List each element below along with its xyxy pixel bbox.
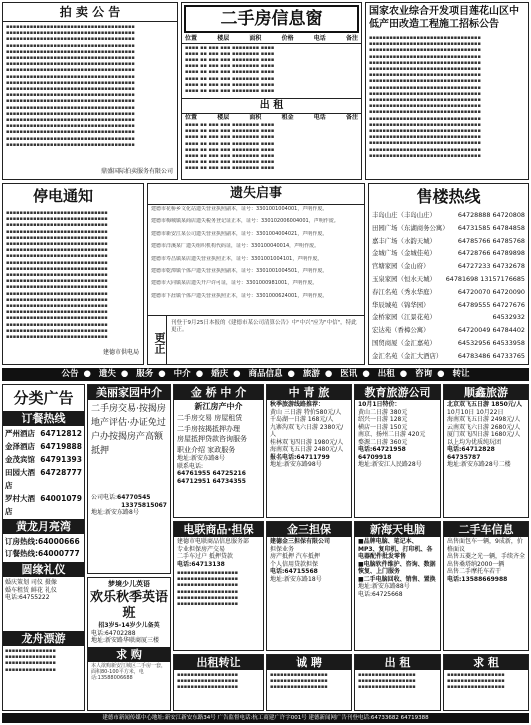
zhongqing-line: 报名电话:64711799 (270, 453, 330, 461)
xinhai-line: 电话:64725668 (358, 590, 403, 598)
lost-item: 建德市洋溪某厂遗失组织机构代码证，证号：330100040014，声明作废。 (151, 243, 320, 250)
ershouche-line: 出售五菱之光一辆，手续齐全 (447, 553, 526, 560)
order-item: 罗村大酒店 64001079 (5, 494, 82, 516)
rent-col-note: 备注 (345, 113, 358, 121)
shunxi-line: 电话:64712828 64735787 (447, 446, 495, 461)
wedding-line: 婚车租赁 鲜花 礼仪 (5, 586, 57, 594)
chuzu3-panel: 出 租 ▪▪▪▪▪▪▪▪▪▪▪▪▪▪▪▪▪ ▪▪▪▪▪▪▪▪▪▪▪▪▪▪▪▪▪ ▪▪▪▪▪▪▪▪▪▪▪▪▪▪▪▪▪ (354, 654, 441, 711)
sale-item: 金城广场（金城佳苑） 64728766 64789898 (372, 249, 525, 258)
shunxi-line: 地址:新安东路28号二楼 (447, 461, 511, 468)
zhongqing-line: 黄山 三日游 特价580元/人 (270, 408, 342, 416)
jinsan-line: 担保业务 (270, 545, 295, 553)
tender-body: ▪▪▪▪▪▪▪▪▪▪▪▪▪▪▪▪▪▪▪▪▪▪▪▪▪▪▪▪▪▪▪▪▪ ▪▪▪▪▪▪▪▪▪▪▪▪▪▪▪▪▪▪▪▪▪▪▪▪▪▪▪▪▪▪▪▪▪ ▪▪▪▪▪▪▪▪▪▪▪▪▪▪▪▪▪▪▪▪▪▪▪▪▪▪▪▪▪▪▪▪▪ ▪▪▪▪▪▪▪▪▪▪▪▪▪▪▪▪▪▪▪▪▪▪▪▪▪▪▪▪▪▪▪▪▪ ▪▪▪▪▪▪▪▪▪▪▪▪▪▪▪▪▪▪▪▪▪▪▪▪▪▪▪▪▪▪▪▪▪ ▪▪▪▪▪▪▪▪▪▪▪▪▪▪▪▪▪▪▪▪▪▪▪▪▪▪▪▪▪▪▪▪▪ ▪▪▪▪▪▪▪▪▪▪▪▪▪▪▪▪▪▪▪▪▪▪▪▪▪▪▪▪▪▪▪▪▪ ▪▪▪▪▪▪▪▪▪▪▪▪▪▪▪▪▪▪▪▪▪▪▪▪▪▪▪▪▪▪▪▪▪ ▪▪▪▪▪▪▪▪▪▪▪▪▪▪▪▪▪▪▪▪▪▪▪▪▪▪▪▪▪▪▪▪▪ ▪▪▪▪▪▪▪▪▪▪▪▪▪▪▪▪▪▪▪▪▪▪▪▪▪▪▪▪▪▪▪▪▪ ▪▪▪▪▪▪▪▪▪▪▪▪▪▪▪▪▪▪▪▪▪▪▪▪▪▪▪▪▪▪▪▪▪ ▪▪▪▪▪▪▪▪▪▪▪▪▪▪▪▪▪▪▪▪▪▪▪▪▪▪▪▪▪▪▪▪▪ ▪▪▪▪▪▪▪▪▪▪▪▪▪▪▪▪▪▪▪▪▪▪▪▪▪▪▪▪▪▪▪▪▪ ▪▪▪▪▪▪▪▪▪▪▪▪▪▪▪▪▪▪▪▪▪▪▪▪▪▪▪▪▪▪▪▪▪ ▪▪▪▪▪▪▪▪▪▪▪▪▪▪▪▪▪▪▪▪▪▪▪▪▪▪▪▪▪▪▪▪▪ ▪▪▪▪▪▪▪▪▪▪▪▪▪▪▪▪▪▪▪▪▪▪▪▪▪▪▪▪▪▪▪▪▪ ▪▪▪▪▪▪▪▪▪▪▪▪▪▪▪▪▪▪▪▪▪▪▪▪▪▪▪▪▪▪▪▪▪ ▪▪▪▪▪▪▪▪▪▪▪▪▪▪▪▪▪▪▪▪▪▪▪▪▪▪▪▪▪▪▪▪▪ ▪▪▪▪▪▪▪▪▪▪▪▪▪▪▪▪▪▪▪▪▪▪▪▪▪▪▪▪▪▪▪▪▪ ▪▪▪▪▪▪▪▪▪▪▪▪▪▪▪▪▪▪▪▪▪▪▪▪▪▪▪▪▪▪▪▪▪ (369, 35, 481, 159)
category-item: 服务 (136, 369, 154, 379)
english-panel (87, 577, 171, 711)
sale-list (369, 208, 528, 365)
jiaoyu-panel (354, 384, 441, 518)
sale-item: 嘉丰广场（水韵天城） 64785766 64785768 (372, 236, 525, 245)
lost-item: 建德市大同镇某店遗失开户许可证，证号：3301000981001，声明作废。 (151, 280, 318, 287)
jinsan-head: 金三担保 (267, 522, 351, 537)
power-notice (2, 183, 144, 365)
chuzu3-head: 出 租 (355, 655, 440, 670)
lost-item: 建德市下涯镇个体户遗失营业执照正本，证号：3301000624001，声明作废。 (151, 292, 328, 299)
rent-list: ▪▪▪▪ ▪▪ ▪▪▪ ▪▪▪ ▪▪▪▪▪▪▪▪ ▪▪▪▪ ▪▪▪▪ ▪▪ ▪▪▪ ▪▪▪ ▪▪▪▪▪▪▪▪ ▪▪▪▪ ▪▪▪▪ ▪▪ ▪▪▪ ▪▪▪ ▪▪▪▪▪▪▪▪ ▪▪▪▪ ▪▪▪▪ ▪▪ ▪▪▪ ▪▪▪ ▪▪▪▪▪▪▪▪ ▪▪▪▪ ▪▪▪▪ ▪▪ ▪▪▪ ▪▪▪ ▪▪▪▪▪▪▪▪ ▪▪▪▪ ▪▪▪▪ ▪▪ ▪▪▪ ▪▪▪ ▪▪▪▪▪▪▪▪ ▪▪▪▪ ▪▪▪▪ ▪▪ ▪▪▪ ▪▪▪ ▪▪▪▪▪▪▪▪ ▪▪▪▪ ▪▪▪▪ ▪▪ ▪▪▪ ▪▪▪ ▪▪▪▪▪▪▪▪ ▪▪▪▪ (185, 122, 275, 172)
col-phone: 电话 (313, 35, 326, 42)
qiuzu-head: 求 租 (444, 655, 528, 670)
jinbang-contact: 64761955 64725216 (177, 470, 246, 477)
sale-item: 官塘家园（金山府） 64727233 64732678 (372, 262, 525, 271)
lost-item: 建德市梅城镇某商店遗失税务登记证正本，证号：330102006004001，声明作废。 (151, 218, 339, 225)
sale-item: 田园广场（东湖商务公寓） 64731585 64784858 (372, 223, 525, 232)
jinbang-contact: 联系电话: (177, 462, 204, 470)
jiaoyu-head: 教育旅游公司 (355, 385, 440, 400)
jiaoyu-line: 10月1日特价： (358, 401, 401, 408)
correction-label: 更正 (148, 316, 167, 364)
power-title: 停电通知 (33, 187, 94, 205)
driver-line: 专业担保房产交易 (177, 545, 226, 553)
meijia-phone-label: 公司电话: (91, 494, 118, 501)
category-item: 遗失 (98, 369, 116, 379)
jiaoyu-line: 绍兴一日游 128元 (358, 416, 408, 423)
category-item: 中介 (173, 369, 191, 379)
correction-text: 刊登于9月25日本报的《建德市某公司清算公告》中"中兴"应为"中信"，特此更正。 (171, 320, 357, 333)
sale-hotline (368, 183, 529, 365)
col-location: 位置 (185, 35, 198, 42)
jinbang-head: 金 桥 中 介 (174, 385, 263, 400)
rent-col-area: 面积 (249, 113, 262, 121)
jiaoyu-line: 黄山二日游 380元 (358, 408, 408, 416)
house-info-panel (181, 2, 362, 180)
jinsan-panel (266, 521, 352, 651)
page-footer: 建德市新闻传媒中心地址:新安江新安东路34号 广告监督电话:杭工商建广许字001号 建德新闻网广告刊登电话:64733682 64719388 (2, 713, 529, 723)
rent-col-location: 位置 (185, 113, 198, 121)
sale-item: 金桥家园（江景花苑） 64532932 (372, 313, 525, 322)
ershouche-line: 出售面包车一辆，9成新，价格面议 (447, 538, 523, 553)
english-line: 地址:新安路华联商厦三楼 (91, 637, 160, 644)
rent-header (182, 114, 361, 122)
power-footer: 建德市供电局 (102, 349, 139, 356)
sale-item: 华辰城苑（锦华园） 64789555 64727676 (372, 300, 525, 309)
driver-line: 电话:64713138 (177, 560, 225, 568)
ershouche-head: 二手车信息 (444, 522, 528, 537)
zhongqing-head: 中 青 旅 (267, 385, 351, 400)
sale-item: 春江名苑（秀水华庭） 64720070 64720090 (372, 287, 525, 296)
zhongqing-line: 千岛湖一日游 168元/人 (270, 416, 334, 423)
ershouche-line: 电话:13588669988 (447, 575, 508, 583)
jinsan-line: 房产抵押 汽车抵押 (270, 553, 320, 560)
shunxi-line: 10月10日 10月22日 (447, 408, 504, 416)
auction-body: ▪▪▪▪▪▪▪▪▪▪▪▪▪▪▪▪▪▪▪▪▪▪▪▪▪▪▪▪▪▪▪▪▪▪▪▪▪▪ ▪▪▪▪▪▪▪▪▪▪▪▪▪▪▪▪▪▪▪▪▪▪▪▪▪▪▪▪▪▪▪▪▪▪▪▪▪▪ ▪▪▪▪▪▪▪▪▪▪▪▪▪▪▪▪▪▪▪▪▪▪▪▪▪▪▪▪▪▪▪▪▪▪▪▪▪▪ ▪▪▪▪▪▪▪▪▪▪▪▪▪▪▪▪▪▪▪▪▪▪▪▪▪▪▪▪▪▪▪▪▪▪▪▪▪▪ ▪▪▪▪▪▪▪▪▪▪▪▪▪▪▪▪▪▪▪▪▪▪▪▪▪▪▪▪▪▪▪▪▪▪▪▪▪▪ ▪▪▪▪▪▪▪▪▪▪▪▪▪▪▪▪▪▪▪▪▪▪▪▪▪▪▪▪▪▪▪▪▪▪▪▪▪▪ ▪▪▪▪▪▪▪▪▪▪▪▪▪▪▪▪▪▪▪▪▪▪▪▪▪▪▪▪▪▪▪▪▪▪▪▪▪▪ ▪▪▪▪▪▪▪▪▪▪▪▪▪▪▪▪▪▪▪▪▪▪▪▪▪▪▪▪▪▪▪▪▪▪▪▪▪▪ ▪▪▪▪▪▪▪▪▪▪▪▪▪▪▪▪▪▪▪▪▪▪▪▪▪▪▪▪▪▪▪▪▪▪▪▪▪▪ ▪▪▪▪▪▪▪▪▪▪▪▪▪▪▪▪▪▪▪▪▪▪▪▪▪▪▪▪▪▪▪▪▪▪▪▪▪▪ ▪▪▪▪▪▪▪▪▪▪▪▪▪▪▪▪▪▪▪▪▪▪▪▪▪▪▪▪▪▪▪▪▪▪▪▪▪▪ ▪▪▪▪▪▪▪▪▪▪▪▪▪▪▪▪▪▪▪▪▪▪▪▪▪▪▪▪▪▪▪▪▪▪▪▪▪▪ ▪▪▪▪▪▪▪▪▪▪▪▪▪▪▪▪▪▪▪▪▪▪▪▪▪▪▪▪▪▪▪▪▪▪▪▪▪▪ ▪▪▪▪▪▪▪▪▪▪▪▪▪▪▪▪▪▪▪▪▪▪▪▪▪▪▪▪▪▪▪▪▪▪▪▪▪▪ ▪▪▪▪▪▪▪▪▪▪▪▪▪▪▪▪▪▪▪▪▪▪▪▪▪▪▪▪▪▪▪▪▪▪▪▪▪▪ ▪▪▪▪▪▪▪▪▪▪▪▪▪▪▪▪▪▪▪▪▪▪▪▪▪▪▪▪▪▪▪▪▪▪▪▪▪▪ ▪▪▪▪▪▪▪▪▪▪▪▪▪▪▪▪▪▪▪▪▪▪▪▪▪▪▪▪▪▪▪▪▪▪▪▪▪▪ ▪▪▪▪▪▪▪▪▪▪▪▪▪▪▪▪▪▪▪▪▪▪▪▪▪▪▪▪▪▪▪▪▪▪▪▪▪▪ ▪▪▪▪▪▪▪▪▪▪▪▪▪▪▪▪▪▪▪▪▪▪▪▪▪▪▪▪▪▪▪▪▪▪▪▪▪▪ ▪▪▪▪▪▪▪▪▪▪▪▪▪▪▪▪▪▪▪▪▪▪▪▪▪▪▪▪▪▪▪▪▪▪▪▪▪▪ (6, 24, 135, 148)
xinhai-line: ■电脑软件维护、咨询、数据恢复、上门服务 (358, 560, 436, 575)
lost-item: 建德市寿昌镇某店遗失营业执照正本，证号：3301001004101，声明作废。 (151, 255, 323, 262)
xinhai-line: 地址:新安东路88号 (358, 583, 410, 590)
zhongqing-panel (266, 384, 352, 518)
zhongqing-line: 九寨沟双飞六日游 2380元/人 (270, 423, 344, 438)
shunxi-line: 北京双飞五日游 1850元/人 (447, 401, 522, 408)
shunxi-line: 以上均为优质纯玩团 (447, 438, 502, 446)
driver-head: 电联商品·担保 (174, 522, 263, 537)
meijia-mobile: 13375815067 (121, 501, 167, 509)
meijia-phone: 64770545 (117, 494, 151, 501)
ershouche-line: 出售桑塔纳2000一辆 (447, 560, 505, 568)
driver-line: 建德市电联商品信息服务部 (177, 538, 250, 545)
order-item: 田园大酒店 64728777 (5, 468, 82, 490)
meijia-panel (87, 384, 171, 574)
category-item: 公告 (61, 369, 79, 379)
order-list (3, 426, 84, 519)
shunxi-line: 海南双飞五日游 2498元/人 (447, 416, 521, 423)
tender-title: 国家农业综合开发项目莲花山区中低产田改造工程施工招标公告 (369, 6, 519, 30)
auction-notice (2, 2, 178, 180)
wedding-line: 婚庆策划 司仪 摄像 (5, 579, 57, 586)
sale-item: 丰岛山庄（丰岛山庄） 64728888 64720808 (372, 211, 525, 219)
category-strip: 公告 ● 遗失 ● 服务 ● 中介 ● 婚庆 ● 商品信息 ● 旅游 ● 医讯 ● 出租 ● 咨询 ● 转让 (2, 368, 529, 381)
buy-title: 求 购 (88, 647, 170, 662)
shunxi-head: 顺鑫旅游 (444, 385, 528, 400)
order-item: 金茂宾馆 64791393 (5, 455, 82, 464)
wedding-title: 圆缘礼仪 (3, 562, 84, 577)
category-item: 出租 (377, 369, 395, 379)
sale-item: 玉泉家园（恒水天城） 64781698 13157176685 (372, 274, 525, 283)
category-item: 商品信息 (248, 369, 283, 379)
buy-text: 本人欲购新安江城区二手房一套，面积80-100平方米，电话:13588006688 (91, 662, 167, 681)
driver-panel: 电联商品·担保 建德市电联商品信息服务部 专业担保房产交易 二手车过户 抵押贷款 电话:64713138 ▪▪▪▪▪▪▪▪▪▪▪▪▪▪▪▪▪▪ ▪▪▪▪▪▪▪▪▪▪▪▪▪▪▪▪▪▪ ▪▪▪▪▪▪▪▪▪▪▪▪▪▪▪▪▪▪ ▪▪▪▪▪▪▪▪▪▪▪▪▪▪▪▪▪▪ ▪▪▪▪▪▪▪▪▪▪▪▪▪▪▪▪▪▪ ▪▪▪▪▪▪▪▪▪▪▪▪▪▪▪▪▪▪ (173, 521, 264, 651)
category-item: 婚庆 (211, 369, 229, 379)
jiaoyu-line: 横店一日游 150元 (358, 423, 408, 431)
english-subtitle: 招3岁5-14岁少儿备英 (98, 622, 160, 629)
lost-item: 建德市花桥乡文化站遗失营业执照副本，证号：3301001004001，声明作废。 (151, 206, 328, 212)
order-item: 严州酒店 64712812 (5, 429, 82, 438)
jinsan-line: 电话:64715568 (270, 568, 318, 575)
huanglong-line: 订房热线:64000666 (5, 537, 80, 546)
wedding-line: 电话:64755222 (5, 594, 50, 601)
jinbang-line: 房屋抵押贷款咨询服务 (177, 435, 247, 443)
chuzu2-panel: 出租转让 ▪▪▪▪▪▪▪▪▪▪▪▪▪▪▪▪▪▪ ▪▪▪▪▪▪▪▪▪▪▪▪▪▪▪▪▪▪ ▪▪▪▪▪▪▪▪▪▪▪▪▪▪▪▪▪▪ (173, 654, 264, 711)
shunxi-line: 云南双飞六日游 2680元/人 (447, 423, 521, 431)
power-body: ▪▪▪▪▪▪▪▪▪▪▪▪▪▪▪▪▪▪▪▪▪▪▪▪▪▪▪▪▪▪ ▪▪▪▪▪▪▪▪▪▪▪▪▪▪▪▪▪▪▪▪▪▪▪▪▪▪▪▪▪▪ ▪▪▪▪▪▪▪▪▪▪▪▪▪▪▪▪▪▪▪▪▪▪▪▪▪▪▪▪▪▪ ▪▪▪▪▪▪▪▪▪▪▪▪▪▪▪▪▪▪▪▪▪▪▪▪▪▪▪▪▪▪ ▪▪▪▪▪▪▪▪▪▪▪▪▪▪▪▪▪▪▪▪▪▪▪▪▪▪▪▪▪▪ ▪▪▪▪▪▪▪▪▪▪▪▪▪▪▪▪▪▪▪▪▪▪▪▪▪▪▪▪▪▪ ▪▪▪▪▪▪▪▪▪▪▪▪▪▪▪▪▪▪▪▪▪▪▪▪▪▪▪▪▪▪ ▪▪▪▪▪▪▪▪▪▪▪▪▪▪▪▪▪▪▪▪▪▪▪▪▪▪▪▪▪▪ ▪▪▪▪▪▪▪▪▪▪▪▪▪▪▪▪▪▪▪▪▪▪▪▪▪▪▪▪▪▪ ▪▪▪▪▪▪▪▪▪▪▪▪▪▪▪▪▪▪▪▪▪▪▪▪▪▪▪▪▪▪ ▪▪▪▪▪▪▪▪▪▪▪▪▪▪▪▪▪▪▪▪▪▪▪▪▪▪▪▪▪▪ ▪▪▪▪▪▪▪▪▪▪▪▪▪▪▪▪▪▪▪▪▪▪▪▪▪▪▪▪▪▪ ▪▪▪▪▪▪▪▪▪▪▪▪▪▪▪▪▪▪▪▪▪▪▪▪▪▪▪▪▪▪ ▪▪▪▪▪▪▪▪▪▪▪▪▪▪▪▪▪▪▪▪▪▪▪▪▪▪▪▪▪▪ ▪▪▪▪▪▪▪▪▪▪▪▪▪▪▪▪▪▪▪▪▪▪▪▪▪▪▪▪▪▪ ▪▪▪▪▪▪▪▪▪▪▪▪▪▪▪▪▪▪▪▪▪▪▪▪▪▪▪▪▪▪ ▪▪▪▪▪▪▪▪▪▪▪▪▪▪▪▪▪▪▪▪▪▪▪▪▪▪▪▪▪▪ ▪▪▪▪▪▪▪▪▪▪▪▪▪▪▪▪▪▪▪▪▪▪▪▪▪▪▪▪▪▪ ▪▪▪▪▪▪▪▪▪▪▪▪▪▪▪▪▪▪▪▪▪▪▪▪▪▪▪▪▪▪ ▪▪▪▪▪▪▪▪▪▪▪▪▪▪▪▪▪▪▪▪▪▪▪▪▪▪▪▪▪▪ ▪▪▪▪▪▪▪▪▪▪▪▪▪▪▪▪▪▪▪▪▪▪▪▪▪▪▪▪▪▪ (6, 210, 108, 341)
house-list: ▪▪▪▪ ▪▪ ▪▪▪ ▪▪▪ ▪▪▪▪▪▪▪▪ ▪▪▪▪ ▪▪▪▪ ▪▪ ▪▪▪ ▪▪▪ ▪▪▪▪▪▪▪▪ ▪▪▪▪ ▪▪▪▪ ▪▪ ▪▪▪ ▪▪▪ ▪▪▪▪▪▪▪▪ ▪▪▪▪ ▪▪▪▪ ▪▪ ▪▪▪ ▪▪▪ ▪▪▪▪▪▪▪▪ ▪▪▪▪ ▪▪▪▪ ▪▪ ▪▪▪ ▪▪▪ ▪▪▪▪▪▪▪▪ ▪▪▪▪ ▪▪▪▪ ▪▪ ▪▪▪ ▪▪▪ ▪▪▪▪▪▪▪▪ ▪▪▪▪ ▪▪▪▪ ▪▪ ▪▪▪ ▪▪▪ ▪▪▪▪▪▪▪▪ ▪▪▪▪ ▪▪▪▪ ▪▪ ▪▪▪ ▪▪▪ ▪▪▪▪▪▪▪▪ ▪▪▪▪ (185, 44, 275, 94)
rent-col-floor: 楼层 (217, 113, 230, 121)
jinbang-address: 地址:新安东路8号 (177, 455, 225, 462)
col-price: 价格 (281, 35, 294, 42)
jiaoyu-line: 地址:新安江人民路28号 (358, 461, 422, 468)
category-item: 医讯 (340, 369, 358, 379)
xinhai-panel (354, 521, 441, 651)
huanglong-title: 黄龙月亮湾 (3, 519, 84, 534)
jiaoyu-line: 南京、扬州二日游 420元 (358, 431, 426, 438)
chengpin-panel: 诚 聘 ▪▪▪▪▪▪▪▪▪▪▪▪▪▪▪▪▪ ▪▪▪▪▪▪▪▪▪▪▪▪▪▪▪▪▪ ▪▪▪▪▪▪▪▪▪▪▪▪▪▪▪▪▪ (266, 654, 352, 711)
shunxi-line: 厦门双飞四日游 1680元/人 (447, 431, 521, 438)
jinbang-line: 职业介绍 家政服务 (177, 445, 236, 454)
order-item: 金泽酒店 64719888 (5, 442, 82, 451)
english-title: 欢乐秋季英语班 (89, 590, 168, 621)
zhongqing-line: 桂林双飞四日游 1980元/人 (270, 438, 344, 446)
house-info-header (182, 35, 361, 44)
meijia-title: 美丽家园中介 (88, 385, 170, 400)
xinhai-line: ■二手电脑回收、销售、置换 (358, 575, 436, 583)
tender-notice (365, 2, 529, 180)
classified-column: 分类广告 订餐热线 严州酒店 64712812 金泽酒店 64719888 金茂宾馆 64791393 田园大酒店 64728777 罗村大酒店 64001079 黄龙月亮湾 订房热线:64000666 订餐热线:64000777 圆缘礼仪 婚庆策划 司仪 摄像 婚车租赁 鲜花 礼仪 电话:64755222 龙舟漂游 ▪▪▪▪▪▪▪▪▪▪▪▪▪▪▪ ▪▪▪▪▪▪▪▪▪▪▪▪▪▪▪ ▪▪▪▪▪▪▪▪▪▪▪▪▪▪▪ ▪▪▪▪▪▪▪▪▪▪▪▪▪▪▪ (2, 384, 85, 711)
category-item: 旅游 (302, 369, 320, 379)
col-floor: 楼层 (217, 35, 230, 42)
auction-title: 拍 卖 公 告 (3, 3, 177, 22)
jinsan-line: 个人信用贷款担保 (270, 560, 319, 568)
lost-item: 建德市新安江某公司遗失营业执照副本，证号：3301004004021，声明作废。 (151, 230, 328, 237)
category-item: 咨询 (415, 369, 433, 379)
jinbang-line: 二手房交易 房屋租赁 (177, 414, 243, 422)
category-item: 转让 (452, 369, 470, 379)
col-note: 备注 (345, 35, 358, 42)
house-info-title: 二手房信息窗 (184, 5, 359, 33)
english-line: 电话:64702288 (91, 629, 136, 637)
jinbang-line: 二手房按揭抵押办理 (177, 424, 240, 433)
meijia-text: 二手房交易·按揭房地产评估·办证免过户办按揭房产高额抵押 (91, 404, 166, 456)
meijia-address: 地址:新安东路8号 (91, 509, 139, 516)
xinhai-head: 新海天电脑 (355, 522, 440, 537)
sale-item: 国贸商厦（金汇嘉苑） 64532956 64533958 (372, 338, 525, 347)
lost-item: 建德市乾潭镇个体户遗失营业执照副本，证号：3301001004501，声明作废。 (151, 267, 328, 274)
sale-hotline-title: 售楼热线 (416, 187, 481, 206)
jiaoyu-line: 电话:64721958 64709918 (358, 446, 406, 461)
zhongqing-line: 秋季旅游线路推荐： (270, 401, 325, 408)
zhongqing-line: 地址:新安东路98号 (270, 461, 322, 468)
jinbang-title: 新江房产中介 (194, 402, 243, 411)
english-brand: 梦境少儿英语 (108, 580, 150, 588)
correction-block (148, 315, 364, 364)
lost-list (148, 205, 364, 305)
shunxi-panel (443, 384, 529, 518)
rent-label: 出 租 (182, 98, 361, 114)
xinhai-line: ■品牌电脑、笔记本、MP3、复印机、打印机、各电器配件批发零售 (358, 538, 433, 560)
rent-col-phone: 电话 (313, 113, 326, 121)
sale-item (372, 363, 525, 365)
classified-title: 分类广告 (13, 389, 74, 407)
dragon-title: 龙舟漂游 (3, 631, 84, 646)
huanglong-line: 订餐热线:64000777 (5, 549, 80, 558)
jinbang-contact: 64712951 64734355 (177, 477, 246, 485)
qiuzu-panel: 求 租 ▪▪▪▪▪▪▪▪▪▪▪▪▪▪▪▪▪ ▪▪▪▪▪▪▪▪▪▪▪▪▪▪▪▪▪ ▪▪▪▪▪▪▪▪▪▪▪▪▪▪▪▪▪ (443, 654, 529, 711)
auction-footer: 鼎盛国际拍卖服务有限公司 (100, 168, 173, 175)
zhongqing-line: 海南双飞五日游 2480元/人 (270, 446, 344, 453)
driver-line: 二手车过户 抵押贷款 (177, 553, 233, 560)
chengpin-head: 诚 聘 (267, 655, 351, 670)
lost-title: 遗失启事 (148, 184, 364, 205)
jinbang-panel (173, 384, 264, 518)
order-hotline-title: 订餐热线 (3, 411, 84, 426)
chuzu2-head: 出租转让 (174, 655, 263, 670)
col-area: 面积 (249, 35, 262, 42)
jinsan-line: 建德金三担保有限公司 (270, 538, 331, 545)
rent-col-rent: 租金 (281, 113, 294, 121)
sale-item: 宏达苑（香樟公寓） 64720049 64784402 (372, 326, 525, 335)
jiaoyu-line: 婺源二日游 360元 (358, 438, 408, 446)
jinsan-line: 地址:新安东路18号 (270, 575, 322, 583)
lost-notice (147, 183, 365, 365)
sale-item: 金汇名苑（金汇大酒店） 64783486 64733765 (372, 351, 525, 360)
ershouche-panel (443, 521, 529, 651)
ershouche-line: 出售二手摩托车若干 (447, 568, 502, 575)
